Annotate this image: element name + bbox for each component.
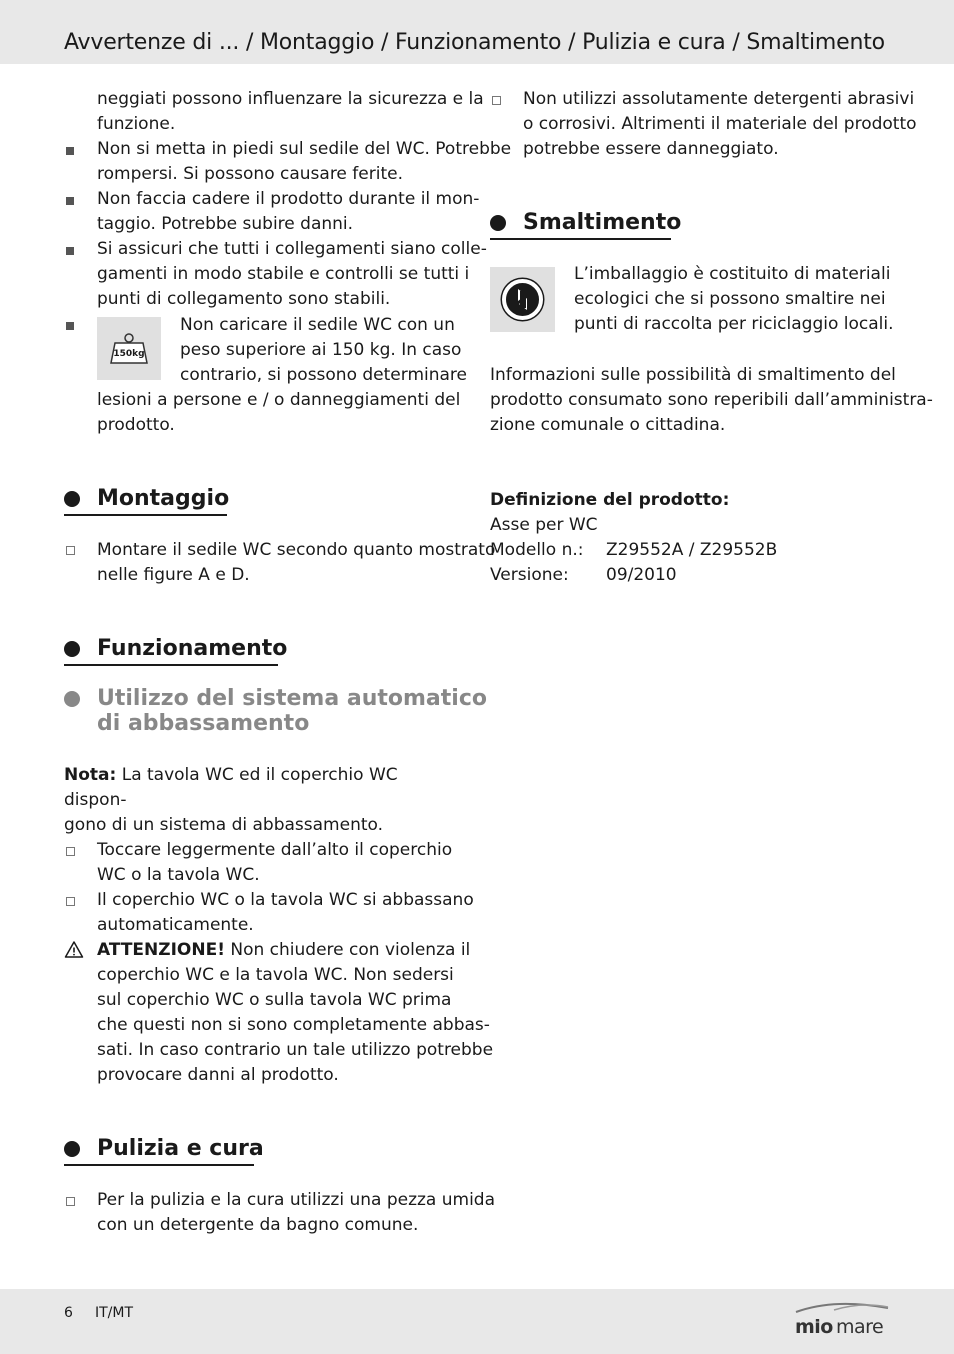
page-title: Avvertenze di ... / Montaggio / Funzionamento / Pulizia e cura / Smaltimento [64, 30, 885, 55]
heading-underline [64, 664, 278, 666]
funzionamento-heading: Funzionamento [97, 636, 288, 661]
version-value: 09/2010 [606, 565, 677, 585]
text-line: sati. In caso contrario un tale utilizzo potrebbe [97, 1040, 494, 1060]
text-line: L’imballaggio è costituito di materiali [574, 264, 891, 284]
text-line: con un detergente da bagno comune. [97, 1215, 419, 1235]
text-line: prodotto. [97, 415, 175, 435]
model-label: Modello n.: [490, 540, 584, 560]
step-marker [66, 897, 75, 906]
text-line: taggio. Potrebbe subire danni. [97, 214, 354, 234]
warning-bullet [97, 237, 487, 312]
text-line: Non caricare il sedile WC con un [180, 315, 455, 335]
text-line: nelle figure A e D. [97, 565, 250, 585]
product-name: Asse per WC [490, 515, 598, 535]
text-line: neggiati possono influenzare la sicurezza e la [97, 89, 484, 109]
heading-underline [64, 1164, 254, 1166]
text-line: Il coperchio WC o la tavola WC si abbassano [97, 890, 474, 910]
warning-bullet [97, 137, 511, 187]
funzionamento-step [97, 888, 474, 938]
weight-warning-text [180, 313, 467, 388]
section-bullet [64, 491, 80, 507]
text-line: Per la pulizia e la cura utilizzi una pezza umida [97, 1190, 495, 1210]
text-line: o corrosivi. Altrimenti il materiale del prodotto [523, 114, 917, 134]
bullet-marker [66, 197, 74, 205]
text-line: sul coperchio WC o sulla tavola WC prima [97, 990, 452, 1010]
text-line: Montare il sedile WC secondo quanto mostrato [97, 540, 496, 560]
intro-text [97, 87, 484, 137]
section-bullet [64, 1141, 80, 1157]
subsection-heading [97, 686, 487, 736]
warning-text [97, 938, 493, 1088]
text-line: Non utilizzi assolutamente detergenti abrasivi [523, 89, 915, 109]
text-line: potrebbe essere danneggiato. [523, 139, 779, 159]
page-number: 6 [64, 1305, 73, 1321]
text-line: WC o la tavola WC. [97, 865, 260, 885]
version-label: Versione: [490, 565, 569, 585]
packaging-text [574, 262, 894, 337]
warning-icon [64, 940, 84, 960]
text-line: provocare danni al prodotto. [97, 1065, 339, 1085]
language-code: IT/MT [95, 1305, 134, 1321]
text-line: prodotto consumato sono reperibili dall’amministra- [490, 390, 933, 410]
section-bullet [64, 641, 80, 657]
step-marker [66, 546, 75, 555]
note-label: Nota: [64, 765, 117, 785]
text-line: La tavola WC ed il coperchio WC dispon- [64, 765, 398, 810]
section-bullet [490, 215, 506, 231]
product-definition [490, 488, 890, 588]
text-line: Informazioni sulle possibilità di smaltimento del [490, 365, 896, 385]
brand-logo-mio: mio [795, 1316, 833, 1338]
product-label: Definizione del prodotto: [490, 490, 730, 510]
bullet-marker [66, 247, 74, 255]
note-text [64, 763, 464, 838]
text-line: gamenti in modo stabile e controlli se tutti i [97, 264, 470, 284]
text-line: peso superiore ai 150 kg. In caso [180, 340, 462, 360]
weight-icon-label: 150kg [113, 349, 145, 359]
pulizia-heading: Pulizia e cura [97, 1136, 264, 1161]
disposal-info-text [490, 363, 933, 438]
montaggio-step [97, 538, 495, 588]
heading-underline [490, 238, 671, 240]
weight-warning-text-cont [97, 388, 460, 438]
smaltimento-heading: Smaltimento [523, 210, 682, 235]
step-marker [492, 96, 501, 105]
funzionamento-step [97, 838, 452, 888]
step-marker [66, 847, 75, 856]
text-line: zione comunale o cittadina. [490, 415, 726, 435]
warning-bullet [97, 187, 479, 237]
text-line: Non si metta in piedi sul sedile del WC. Potrebbe [97, 139, 512, 159]
warning-label: ATTENZIONE! [97, 940, 225, 960]
text-line: Toccare leggermente dall’alto il coperchio [97, 840, 453, 860]
step-marker [66, 1197, 75, 1206]
text-line: lesioni a persone e / o danneggiamenti del [97, 390, 461, 410]
text-line: rompersi. Si possono causare ferite. [97, 164, 403, 184]
weight-limit-icon [97, 317, 161, 380]
text-line: Non faccia cadere il prodotto durante il mon- [97, 189, 480, 209]
text-line: funzione. [97, 114, 176, 134]
text-line: contrario, si possono determinare [180, 365, 467, 385]
pulizia-step [97, 1188, 495, 1238]
montaggio-heading: Montaggio [97, 486, 230, 511]
subsection-bullet [64, 691, 80, 707]
heading-underline [64, 514, 227, 516]
text-line: gono di un sistema di abbassamento. [64, 815, 384, 835]
text-line: Non chiudere con violenza il [230, 940, 471, 960]
model-value: Z29552A / Z29552B [606, 540, 778, 560]
bullet-marker [66, 322, 74, 330]
bullet-marker [66, 147, 74, 155]
green-dot-recycle-icon [490, 267, 555, 332]
pulizia-step [523, 87, 917, 162]
text-line: automaticamente. [97, 915, 254, 935]
brand-logo-mare: mare [836, 1316, 884, 1338]
text-line: Utilizzo del sistema automatico [97, 686, 487, 711]
text-line: che questi non si sono completamente abbas- [97, 1015, 490, 1035]
text-line: punti di raccolta per riciclaggio locali. [574, 314, 894, 334]
text-line: coperchio WC e la tavola WC. Non sedersi [97, 965, 454, 985]
text-line: ecologici che si possono smaltire nei [574, 289, 886, 309]
text-line: Si assicuri che tutti i collegamenti siano colle- [97, 239, 487, 259]
text-line: di abbassamento [97, 711, 310, 736]
text-line: punti di collegamento sono stabili. [97, 289, 391, 309]
